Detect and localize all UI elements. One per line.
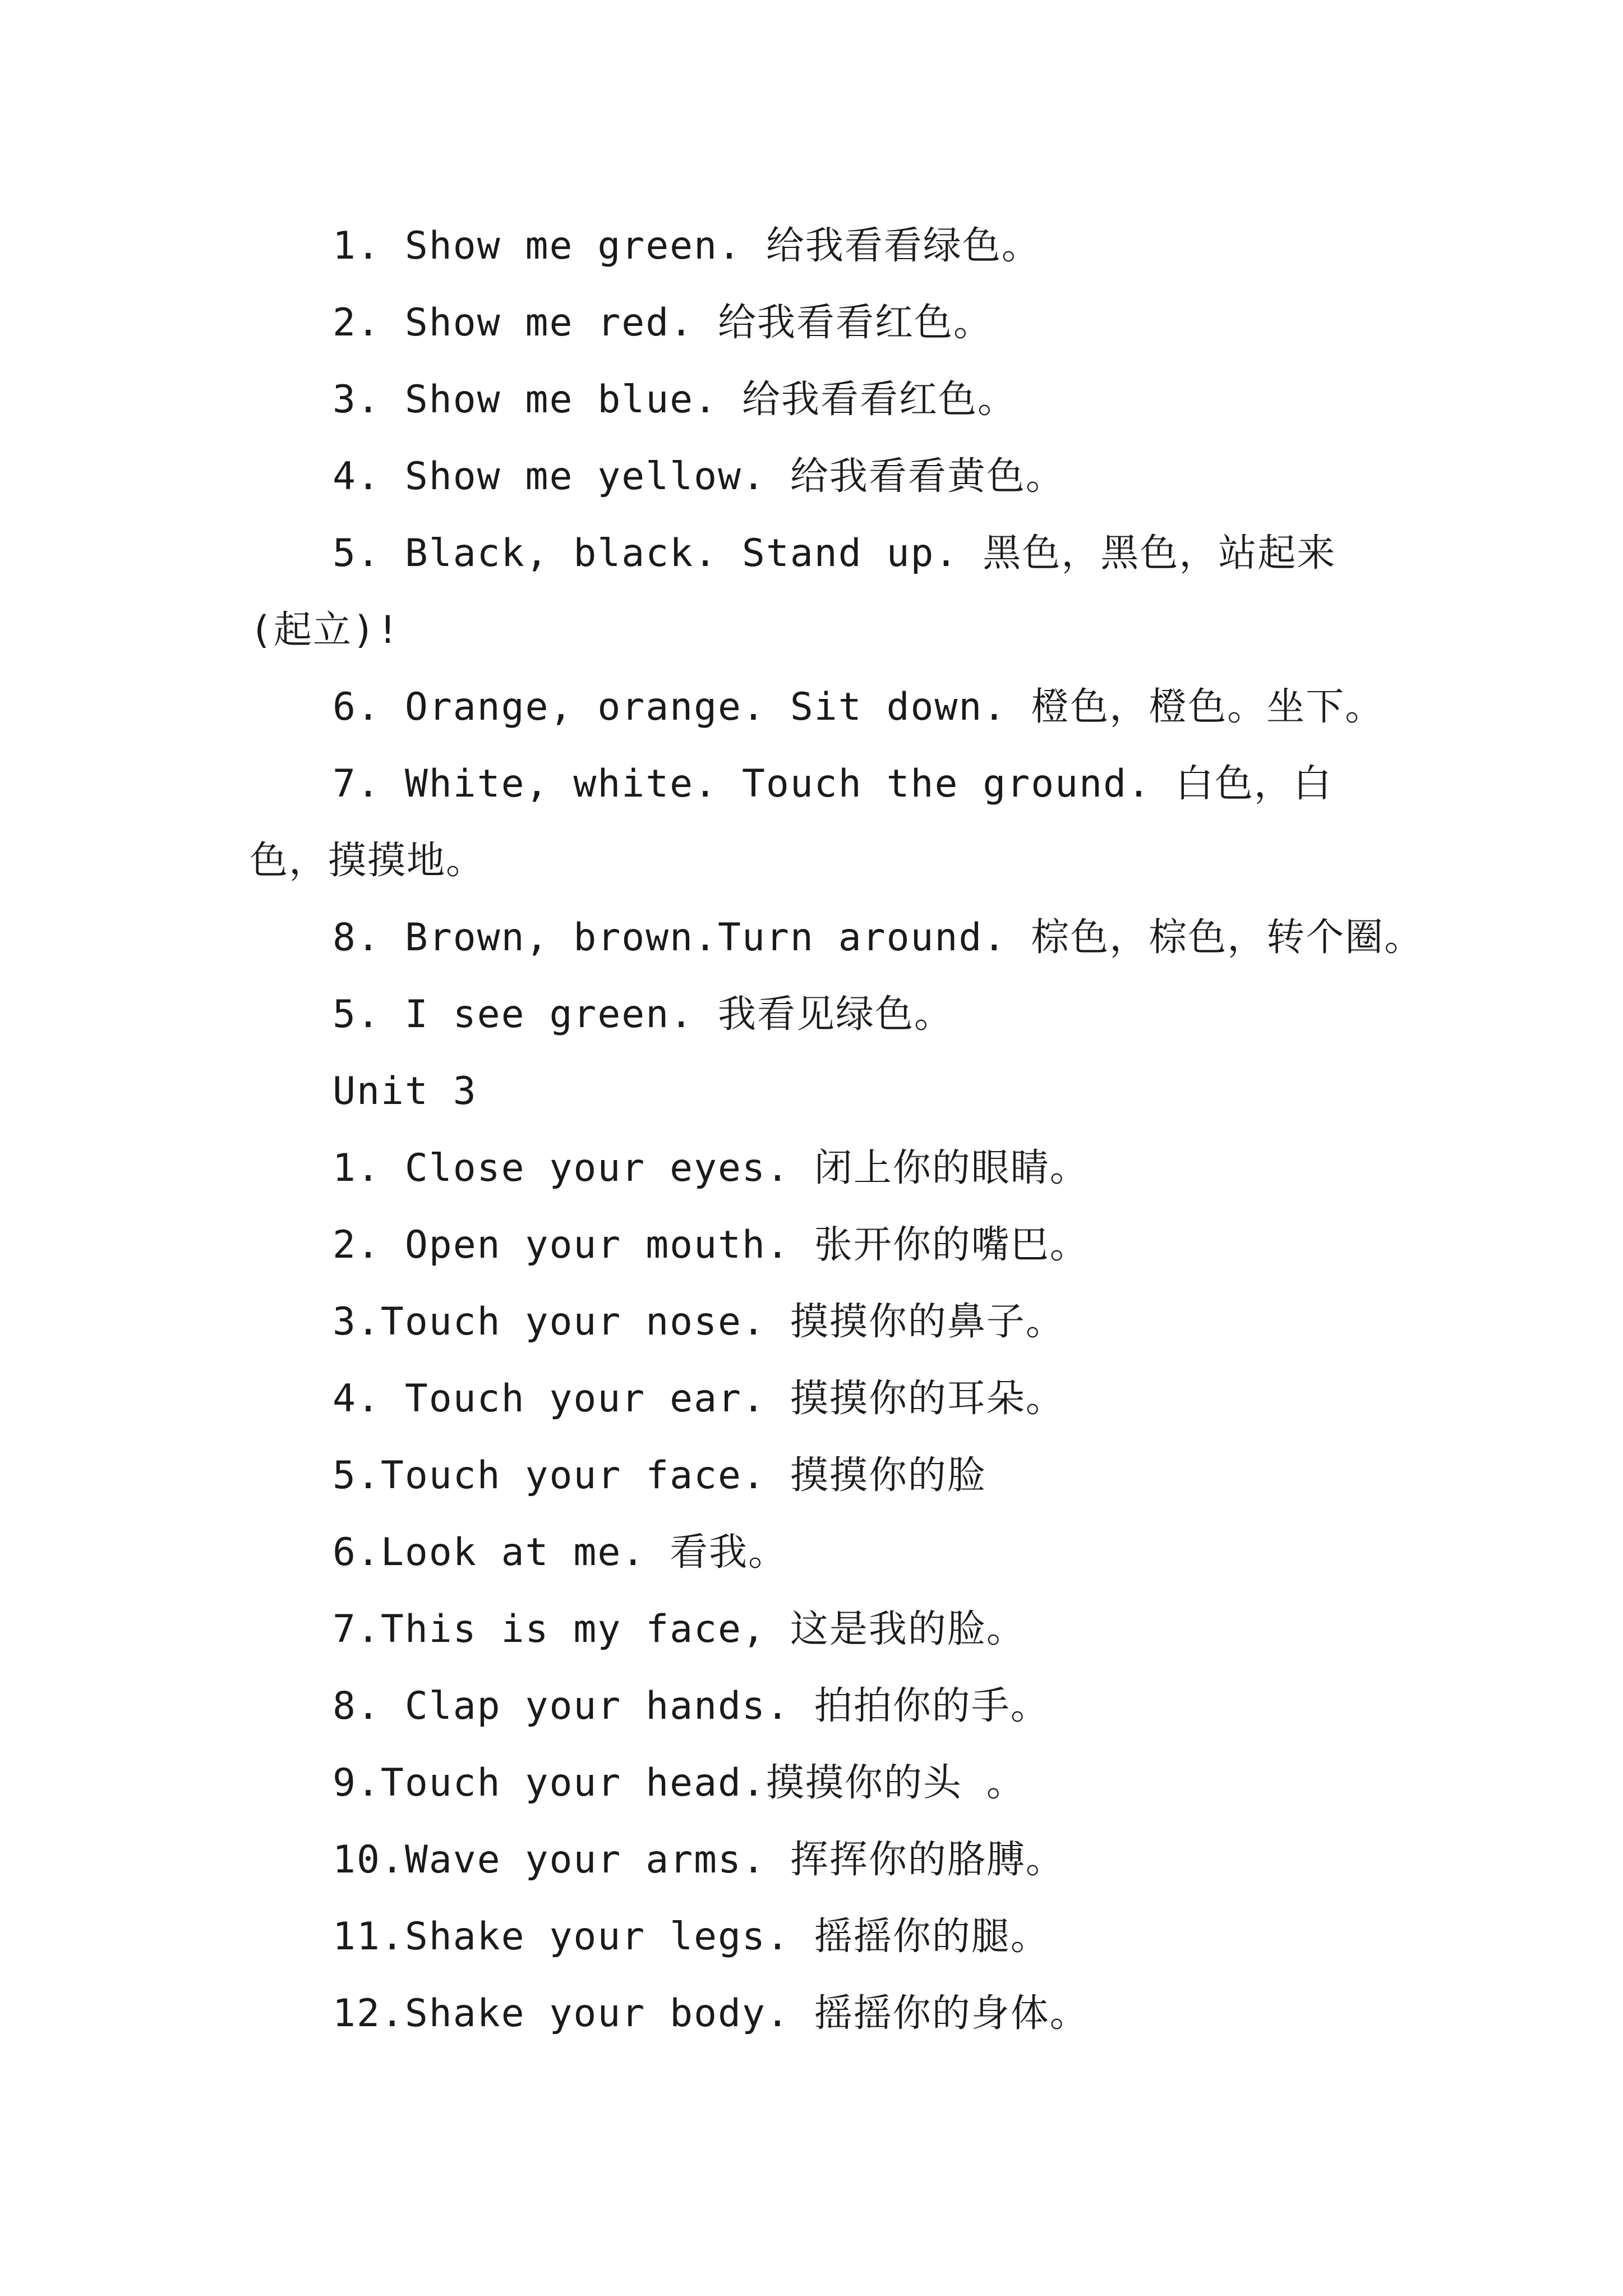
text-line: 7.This is my face, 这是我的脸。 bbox=[333, 1607, 1026, 1651]
text-line: 2. Show me red. 给我看看红色。 bbox=[333, 301, 993, 345]
text-line: 2. Open your mouth. 张开你的嘴巴。 bbox=[333, 1223, 1089, 1267]
text-line: 8. Brown, brown.Turn around. 棕色，棕色，转个圈。 bbox=[333, 915, 1424, 960]
text-line: 12.Shake your body. 摇摇你的身体。 bbox=[333, 1991, 1089, 2036]
text-line: 3. Show me blue. 给我看看红色。 bbox=[333, 378, 1017, 422]
text-line: 11.Shake your legs. 摇摇你的腿。 bbox=[333, 1915, 1050, 1959]
text-line: 4. Show me yellow. 给我看看黄色。 bbox=[333, 454, 1065, 499]
text-line: 5.Touch your face. 摸摸你的脸 bbox=[333, 1453, 986, 1498]
text-line: 5. Black, black. Stand up. 黑色，黑色，站起来(起立)! bbox=[250, 531, 1336, 652]
text-line: 8. Clap your hands. 拍拍你的手。 bbox=[333, 1684, 1050, 1728]
section-heading: Unit 3 bbox=[333, 1069, 477, 1114]
text-line: 7. White, white. Touch the ground. 白色，白色，摸摸地。 bbox=[250, 762, 1332, 883]
text-line: 5. I see green. 我看见绿色。 bbox=[333, 992, 954, 1037]
text-lines bbox=[250, 208, 1424, 2052]
text-line: 6.Look at me. 看我。 bbox=[333, 1530, 788, 1575]
text-line: 9.Touch your head.摸摸你的头 。 bbox=[333, 1761, 1026, 1805]
text-line: 6. Orange, orange. Sit down. 橙色，橙色。坐下。 bbox=[333, 685, 1385, 729]
text-line: 1. Close your eyes. 闭上你的眼睛。 bbox=[333, 1146, 1089, 1190]
text-line: 3.Touch your nose. 摸摸你的鼻子。 bbox=[333, 1300, 1065, 1344]
text-line: 10.Wave your arms. 挥挥你的胳膊。 bbox=[333, 1838, 1065, 1882]
text-line: 1. Show me green. 给我看看绿色。 bbox=[333, 224, 1041, 268]
text-line: 4. Touch your ear. 摸摸你的耳朵。 bbox=[333, 1377, 1065, 1421]
